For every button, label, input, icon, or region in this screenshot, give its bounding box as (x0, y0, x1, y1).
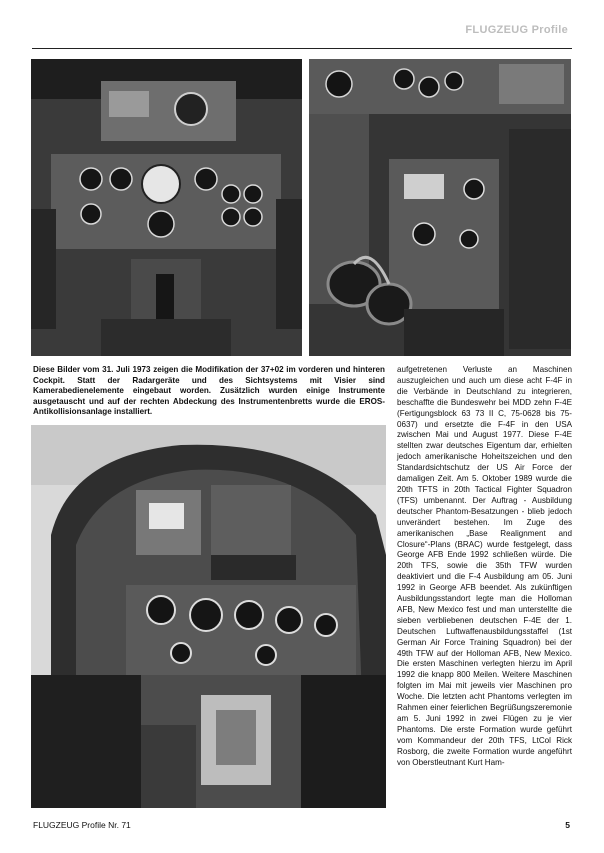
footer-publication: FLUGZEUG Profile Nr. 71 (33, 820, 131, 830)
rear-cockpit-photo (309, 59, 571, 356)
header-rule (32, 48, 572, 49)
canopy-cockpit-photo (31, 425, 386, 808)
header-brand: FLUGZEUG Profile (465, 24, 568, 36)
body-text-column: aufgetretenen Verluste an Maschinen auszugleichen und auch um diese acht F-4F in die Verbände in Deutschland zu integrieren, beschaffte die Bundeswehr bei MDD zehn F-4E (Fertigungsblock 63 73 II C, 75-0628 bis 75-0637) und ersetzte die F-4F in den USA zwischen Mai und August 1977. Diese F-4E stellten zwar deutsches Eigentum dar, erhielten jedoch amerikanische Hoheitszeichen und den Standardsichtschutz der US Air Force der damaligen Zeit. Am 5. Oktober 1989 wurde die 20th TFTS in 20th Tactical Fighter Squadron (TFS) umbenannt. Der Auftrag - Ausbildung deutscher Phantom-Besatzungen - blieb jedoch unverändert bestehen. Im Zuge des amerikanischen „Base Realignment and Closure“-Plans (BRAC) wurde festgelegt, dass George AFB Ende 1992 schließen würde. Die 20th TFS, sowie die 35th TFW wurden deaktiviert und die F-4 Ausbildung am 05. Juni 1992 in George AFB beendet. Als zukünftigen Ausbildungsstandort legte man die Holloman AFB, New Mexico fest und man unterstellte die sieben verbliebenen deutschen F-4E der 1. Deutschen Luftwaffenausbildungsstaffel (1st German Air Force Training Squadron) bei der 49th TFW auf der Holloman AFB, New Mexico. Die ersten Maschinen verlegten hierzu im April 1992 die knapp 800 Meilen. Weitere Maschinen folgten im Mai mit jeweils vier Maschinen pro Woche. Die letzten acht Phantoms verlegten im Rahmen einer feierlichen Begrüßungszeremonie am 5. Juni 1992 in zwei Flügen zu je vier Phantoms. Die erste Formation wurde geführt vom Kommandeur der 20th TFS, LtCol Rick Rosborg, die zweite Formation wurde angeführt von Oberstleutnant Kurt Ham- (397, 365, 572, 767)
footer-page-number: 5 (565, 820, 570, 830)
cockpit-front-photo (31, 59, 302, 356)
front-cockpit-photo (31, 59, 302, 356)
cockpit-canopy-photo (31, 425, 386, 808)
cockpit-rear-photo (309, 59, 571, 356)
photo-caption: Diese Bilder vom 31. Juli 1973 zeigen die Modifikation der 37+02 im vorderen und hinteren Cockpit. Statt der Radargeräte und des Sichtsystems mit Visier sind Kamerabedienelemente eingebaut worden. Zusätzlich wurden einige Instrumente ausgetauscht und auf der rechten Abdeckung des Instrumentenbretts wurde die EROS-Antikollisionsanlage installiert. (33, 365, 385, 417)
